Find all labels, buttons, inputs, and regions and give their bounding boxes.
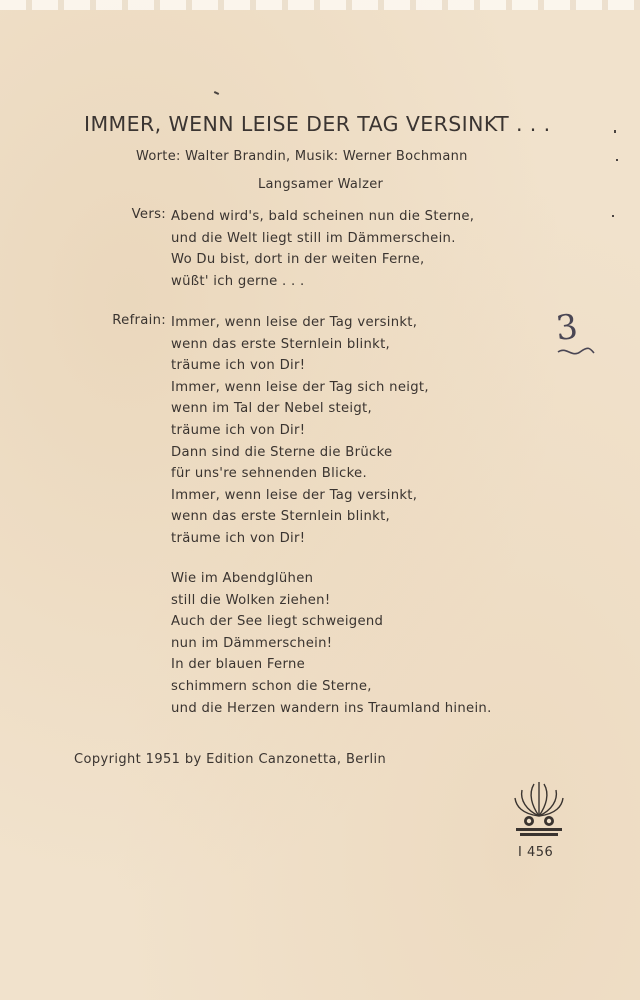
print-speck [616,159,618,161]
refrain-line: für uns're sehnenden Blicke. [171,466,367,482]
refrain-line: wenn das erste Sternlein blinkt, [171,336,391,352]
palmette-logo-icon [510,776,568,838]
refrain-line: wenn das erste Sternlein blinkt, [171,509,391,525]
refrain-line: Dann sind die Sterne die Brücke [171,444,393,460]
refrain-line: wenn im Tal der Nebel steigt, [171,401,372,417]
stanza-line: Auch der See liegt schweigend [171,614,384,630]
refrain-line: Immer, wenn leise der Tag versinkt, [171,315,418,330]
refrain-line: Immer, wenn leise der Tag versinkt, [171,487,418,503]
verse-line: wüßt' ich gerne . . . [171,273,305,289]
stanza-lines [171,568,492,719]
handwritten-numeral-text: 3 [554,306,580,349]
torn-paper-edge [0,0,640,10]
refrain-line: träume ich von Dir! [171,530,306,546]
copyright-notice: Copyright 1951 by Edition Canzonetta, Berlin [74,752,387,767]
handwritten-numeral [554,306,596,362]
refrain-line: träume ich von Dir! [171,422,306,438]
stanza-line: still die Wolken ziehen! [171,592,331,608]
verse-line: Wo Du bist, dort in der weiten Ferne, [171,252,425,268]
stanza-line: In der blauen Ferne [171,657,306,673]
verse-line: Abend wird's, bald scheinen nun die Sterne, [171,209,475,224]
print-speck [214,91,219,95]
refrain-lines [171,312,429,550]
refrain-line: träume ich von Dir! [171,358,306,374]
verse-line: und die Welt liegt still im Dämmerschein. [171,230,456,246]
stanza-line: schimmern schon die Sterne, [171,678,372,694]
refrain-label: Refrain: [112,313,166,328]
tempo-marking: Langsamer Walzer [258,177,384,192]
stanza-line: und die Herzen wandern ins Traumland hinein. [171,700,492,716]
verse-label: Vers: [131,207,166,222]
song-credits: Worte: Walter Brandin, Musik: Werner Bochmann [136,149,468,164]
stanza-line: nun im Dämmerschein! [171,635,333,651]
refrain-line: Immer, wenn leise der Tag sich neigt, [171,379,429,395]
catalog-number: I 456 [518,845,554,860]
song-title: IMMER, WENN LEISE DER TAG VERSINKT . . . [84,112,551,136]
verse-lines [171,206,474,292]
print-speck [612,215,614,217]
stanza-line: Wie im Abendglühen [171,571,314,586]
